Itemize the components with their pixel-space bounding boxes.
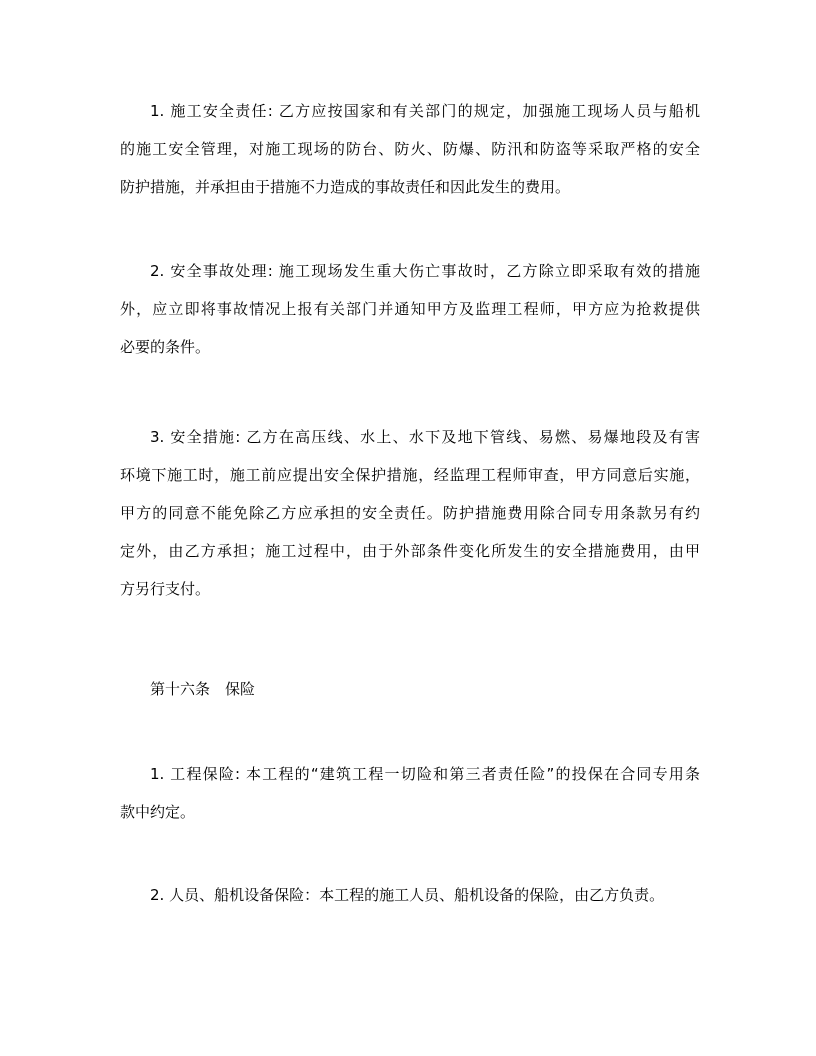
paragraph-line: 必要的条件。	[120, 338, 211, 356]
article-heading: 第十六条 保险	[150, 680, 256, 698]
paragraph-line: 1. 施工安全责任: 乙方应按国家和有关部门的规定，加强施工现场人员与船机	[150, 102, 700, 120]
clause-safety-measures	[120, 418, 700, 608]
paragraph-line: 的施工安全管理，对施工现场的防台、防火、防爆、防汛和防盗等采取严格的安全	[120, 140, 700, 158]
paragraph-line: 防护措施，并承担由于措施不力造成的事故责任和因此发生的费用。	[120, 178, 571, 196]
clause-engineering-insurance	[120, 755, 700, 831]
paragraph-line: 1. 工程保险: 本工程的“建筑工程一切险和第三者责任险”的投保在合同专用条	[150, 765, 700, 783]
paragraph-line: 方另行支付。	[120, 580, 211, 598]
paragraph-line: 款中约定。	[120, 803, 196, 821]
clause-personnel-insurance	[120, 876, 700, 914]
paragraph-line: 3. 安全措施: 乙方在高压线、水上、水下及地下管线、易燃、易爆地段及有害	[150, 428, 700, 446]
paragraph-line: 环境下施工时，施工前应提出安全保护措施，经监理工程师审查，甲方同意后实施，	[120, 466, 700, 484]
paragraph-line: 2. 安全事故处理: 施工现场发生重大伤亡事故时，乙方除立即采取有效的措施	[150, 262, 700, 280]
clause-accident-handling	[120, 252, 700, 366]
paragraph-line: 甲方的同意不能免除乙方应承担的安全责任。防护措施费用除合同专用条款另有约	[120, 504, 700, 522]
paragraph-line: 外，应立即将事故情况上报有关部门并通知甲方及监理工程师，甲方应为抢救提供	[120, 300, 700, 318]
clause-safety-responsibility	[120, 92, 700, 206]
paragraph-line: 定外，由乙方承担；施工过程中，由于外部条件变化所发生的安全措施费用，由甲	[120, 542, 700, 560]
paragraph-line: 2. 人员、船机设备保险：本工程的施工人员、船机设备的保险，由乙方负责。	[150, 886, 665, 904]
